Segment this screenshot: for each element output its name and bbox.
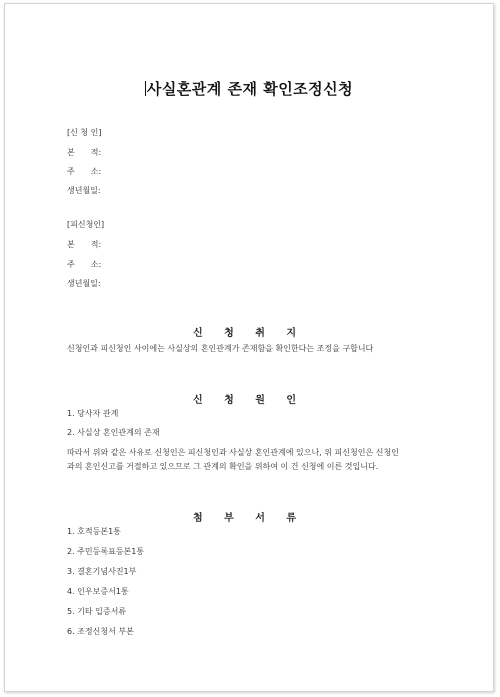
cause-item-1: 1. 당사자 관계 bbox=[67, 409, 119, 418]
respondent-birth-label: 생년월일: bbox=[67, 279, 101, 288]
attachment-item-3: 3. 결혼기념사진1부 bbox=[67, 567, 137, 576]
purpose-text: 신청인과 피신청인 사이에는 사실상의 혼인관계가 존재함을 확인한다는 조정을 구합니다 bbox=[67, 344, 374, 353]
attachment-item-1: 1. 호적등본1통 bbox=[67, 527, 121, 536]
document-title bbox=[5, 78, 493, 99]
attachment-item-6: 6. 조정신청서 부본 bbox=[67, 627, 134, 636]
text-cursor bbox=[145, 81, 146, 96]
attachment-item-5: 5. 기타 입증서류 bbox=[67, 607, 127, 616]
cause-paragraph-line-2: 과의 혼인신고를 거절하고 있으므로 그 관계의 확인을 위하여 이 건 신청에 이른 것입니다. bbox=[67, 462, 379, 471]
attachment-item-4: 4. 인우보증서1통 bbox=[67, 587, 129, 596]
respondent-address-label: 주 소: bbox=[67, 260, 102, 269]
applicant-birth-label: 생년월일: bbox=[67, 186, 101, 195]
applicant-domicile-label: 본 적: bbox=[67, 148, 102, 157]
document-page bbox=[4, 3, 494, 692]
applicant-heading: [신 청 인] bbox=[67, 128, 102, 137]
respondent-heading: [피신청인] bbox=[67, 220, 105, 229]
attachment-item-2: 2. 주민등록표등본1통 bbox=[67, 547, 145, 556]
cause-paragraph-line-1: 따라서 위와 같은 사유로 신청인은 피신청인과 사실상 혼인관계에 있으나, 위 피신청인은 신청인 bbox=[67, 448, 399, 457]
document-title-text: 사실혼관계 존재 확인조정신청 bbox=[146, 80, 354, 98]
attachments-title: 첨 부 서 류 bbox=[192, 513, 306, 524]
respondent-domicile-label: 본 적: bbox=[67, 240, 102, 249]
cause-item-2: 2. 사실상 혼인관계의 존재 bbox=[67, 428, 160, 437]
applicant-address-label: 주 소: bbox=[67, 167, 102, 176]
cause-title: 신 청 원 인 bbox=[192, 395, 306, 406]
purpose-title: 신 청 취 지 bbox=[192, 328, 306, 339]
